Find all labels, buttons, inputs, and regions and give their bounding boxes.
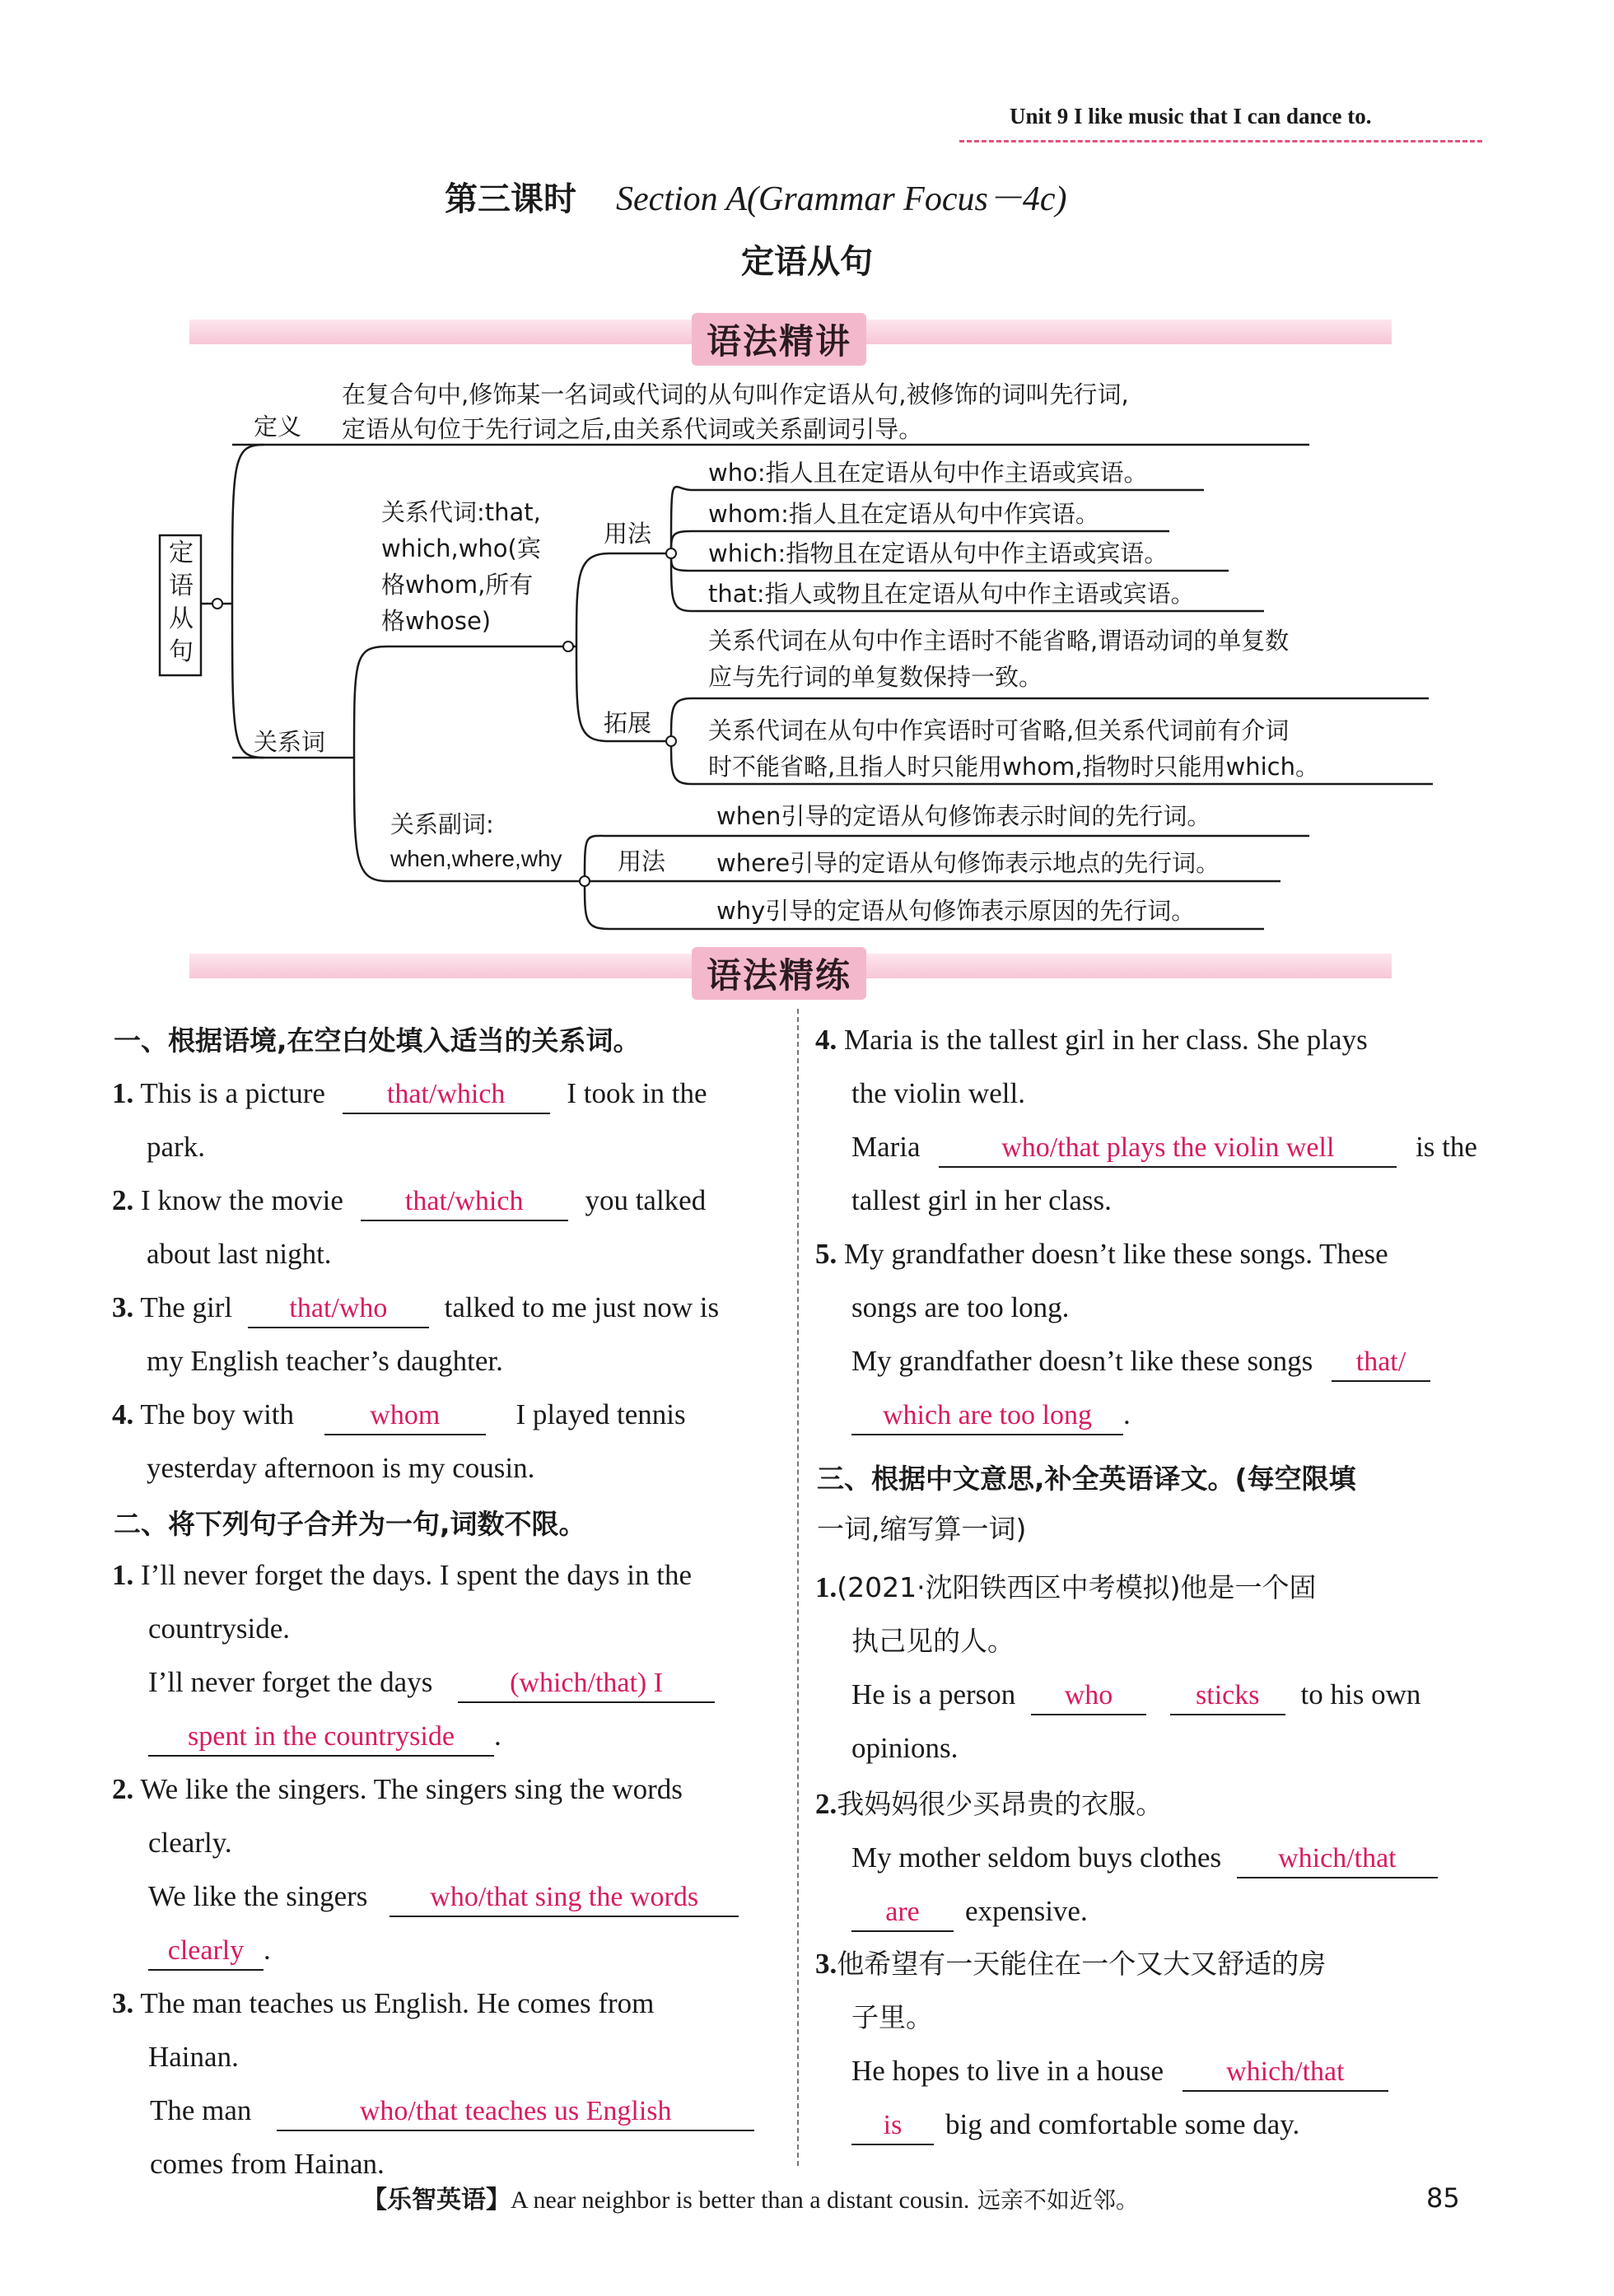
definition-text-2: 定语从句位于先行词之后,由关系代词或关系副词引导。 [342, 415, 923, 443]
q-text: The man [150, 2094, 252, 2126]
footer [362, 2179, 1139, 2215]
q-text: my English teacher’s daughter. [147, 1345, 503, 1377]
q-number: 2. [112, 1773, 134, 1805]
q-text: I took in the [567, 1077, 707, 1109]
answer-blank: sticks [1170, 1678, 1285, 1715]
pronoun-usage-whom: whom:指人且在定语从句中作宾语。 [708, 500, 1099, 528]
q-number: 5. [815, 1238, 837, 1270]
pronoun-usage-that: that:指人或物且在定语从句中作主语或宾语。 [708, 580, 1195, 608]
pronouns-label-line: which,who(宾 [381, 534, 541, 562]
q-text: comes from Hainan. [150, 2148, 385, 2180]
q-text: . [494, 1720, 501, 1752]
extension-1-line-2: 应与先行词的单复数保持一致。 [708, 663, 1043, 691]
q-text: clearly. [148, 1827, 232, 1859]
column-divider [797, 1009, 799, 2166]
running-head: Unit 9 I like music that I can dance to. [1010, 104, 1372, 128]
adverb-usage-why: why引导的定语从句修饰表示原因的先行词。 [716, 897, 1196, 925]
q-text: We like the singers. The singers sing the words [140, 1773, 683, 1805]
part2-q1 [112, 1548, 771, 1762]
grammar-explain-banner: 语法精讲 [692, 313, 866, 366]
q-number: 1. [112, 1559, 134, 1591]
q-number: 3. [112, 1291, 134, 1323]
q-text: The boy with [140, 1398, 295, 1430]
part3-title-line: 三、根据中文意思,补全英语译文。(每空限填 [817, 1463, 1356, 1495]
q-text: . [264, 1934, 271, 1966]
answer-blank: who/that sing the words [390, 1879, 739, 1917]
q-text: you talked [585, 1184, 707, 1216]
q-text: My grandfather doesn’t like these songs. These [844, 1238, 1388, 1270]
q-text: the violin well. [851, 1077, 1025, 1109]
answer-blank: who [1031, 1678, 1146, 1715]
relative-words-label: 关系词 [254, 728, 326, 756]
pronoun-usage-which: which:指物且在定语从句中作主语或宾语。 [708, 539, 1169, 567]
q-chinese: (2021·沈阳铁西区中考模拟)他是一个固 [837, 1571, 1317, 1603]
lesson-section: Section A(Grammar Focus－4c) [616, 180, 1067, 218]
footer-motto-cn: 远亲不如近邻。 [977, 2186, 1139, 2214]
grammar-practice-banner: 语法精练 [692, 947, 866, 1000]
pronouns-label [381, 494, 541, 639]
q-chinese: 他希望有一天能住在一个又大又舒适的房 [837, 1948, 1327, 1980]
part1-q1 [112, 1066, 771, 1174]
part1-title: 一、根据语境,在空白处填入适当的关系词。 [114, 1024, 641, 1057]
q-chinese: 子里。 [851, 2001, 933, 2033]
q-text: The man teaches us English. He comes from [140, 1987, 655, 2019]
answer-blank: which/that [1183, 2054, 1388, 2092]
extension-1-line-1: 关系代词在从句中作主语时不能省略,谓语动词的单复数 [708, 627, 1290, 655]
part3-q3 [815, 1937, 1499, 2151]
q-text: I’ll never forget the days. I spent the days in the [141, 1559, 693, 1591]
q-number: 4. [815, 1024, 837, 1056]
q-text: My mother seldom buys clothes [851, 1841, 1222, 1874]
q-text: He hopes to live in a house [851, 2055, 1164, 2087]
answer-blank: clearly [148, 1933, 264, 1971]
extension-2-line-1: 关系代词在从句中作宾语时可省略,但关系代词前有介词 [708, 716, 1290, 744]
part1-q4 [112, 1388, 771, 1495]
adverb-usage-where: where引导的定语从句修饰表示地点的先行词。 [716, 849, 1220, 877]
pronouns-label-line: 关系代词:that, [381, 498, 541, 526]
q-text: Maria is the tallest girl in her class. She plays [844, 1024, 1368, 1056]
q-text: Hainan. [148, 2041, 239, 2073]
answer-blank: is [851, 2107, 934, 2145]
pronouns-label-line: 格whom,所有 [381, 571, 534, 599]
part2-q3 [112, 1976, 771, 2191]
q-text: expensive. [965, 1895, 1088, 1927]
answer-blank: (which/that) I [458, 1665, 715, 1703]
q-text: Maria [851, 1131, 921, 1163]
answer-blank: which/that [1237, 1841, 1438, 1878]
q-text: to his own [1300, 1678, 1421, 1710]
q-text: I’ll never forget the days [148, 1666, 433, 1698]
q-text: My grandfather doesn’t like these songs [851, 1345, 1313, 1377]
q-number: 3. [112, 1987, 134, 2019]
q-number: 3. [815, 1948, 837, 1980]
q-text: I know the movie [141, 1184, 343, 1216]
q-text: He is a person [851, 1678, 1016, 1710]
q-text: yesterday afternoon is my cousin. [147, 1452, 535, 1484]
mindmap-root: 定语从句 [169, 539, 194, 666]
definition-text-1: 在复合句中,修饰某一名词或代词的从句叫作定语从句,被修饰的词叫先行词, [342, 380, 1129, 408]
q-text: We like the singers [148, 1880, 368, 1912]
q-number: 2. [112, 1184, 134, 1216]
q-number: 2. [815, 1788, 837, 1820]
q-text: tallest girl in her class. [851, 1184, 1112, 1216]
q-number: 1. [112, 1077, 134, 1109]
q-text: big and comfortable some day. [945, 2108, 1300, 2140]
q-text: . [1123, 1398, 1131, 1430]
part2-title: 二、将下列句子合并为一句,词数不限。 [114, 1508, 586, 1540]
part3-title [817, 1458, 1356, 1547]
part3-q2 [815, 1777, 1499, 1938]
q-text: This is a picture [140, 1077, 325, 1109]
q-text: opinions. [851, 1732, 959, 1764]
q-text: I played tennis [515, 1398, 686, 1430]
part2-q5 [815, 1227, 1499, 1441]
answer-blank: whom [324, 1398, 486, 1435]
adverb-usage-label: 用法 [618, 847, 666, 875]
adverbs-label [390, 807, 562, 876]
q-number: 4. [112, 1398, 134, 1430]
extension-2-line-2: 时不能省略,且指人时只能用whom,指物时只能用which。 [708, 753, 1320, 781]
part2-q4 [815, 1013, 1499, 1227]
answer-blank: that/who [248, 1290, 429, 1328]
q-text: countryside. [148, 1612, 291, 1645]
answer-blank: who/that plays the violin well [939, 1130, 1397, 1168]
pronouns-label-line: 格whose) [381, 607, 492, 635]
footer-motto: A near neighbor is better than a distant cousin. [511, 2186, 970, 2214]
answer-blank: spent in the countryside [148, 1719, 494, 1757]
adverb-usage-when: when引导的定语从句修饰表示时间的先行词。 [716, 802, 1211, 830]
part1-q3 [112, 1281, 771, 1388]
q-text: songs are too long. [851, 1291, 1070, 1323]
q-text: is the [1416, 1131, 1477, 1163]
lesson-number: 第三课时 [445, 180, 576, 218]
pronoun-usage-who: who:指人且在定语从句中作主语或宾语。 [708, 459, 1148, 487]
definition-label: 定义 [254, 413, 302, 441]
part3-q1 [815, 1561, 1499, 1775]
part2-q2 [112, 1762, 771, 1976]
footer-brand: 【乐智英语】 [362, 2186, 511, 2214]
answer-blank: that/which [343, 1076, 550, 1114]
q-chinese: 我妈妈很少买昂贵的衣服。 [837, 1788, 1164, 1820]
part3-title-line: 一词,缩写算一词) [817, 1513, 1027, 1545]
answer-blank: which are too long [851, 1398, 1123, 1435]
page-number: 85 [1426, 2182, 1460, 2214]
q-text: talked to me just now is [444, 1291, 720, 1323]
answer-blank: that/which [361, 1183, 568, 1221]
extension-label: 拓展 [604, 709, 652, 737]
topic-title: 定语从句 [741, 243, 873, 281]
answer-blank: who/that teaches us English [277, 2093, 754, 2131]
q-chinese: 执己见的人。 [851, 1625, 1015, 1657]
answer-blank: are [851, 1894, 954, 1932]
adverbs-label-line: when,where,why [390, 846, 562, 871]
q-text: about last night. [147, 1238, 332, 1270]
usage-label: 用法 [604, 520, 652, 548]
part1-q2 [112, 1174, 771, 1281]
q-number: 1. [815, 1571, 837, 1603]
q-text: The girl [140, 1291, 233, 1323]
q-text: park. [147, 1131, 205, 1163]
answer-blank: that/ [1332, 1344, 1430, 1382]
adverbs-label-line: 关系副词: [390, 810, 494, 838]
